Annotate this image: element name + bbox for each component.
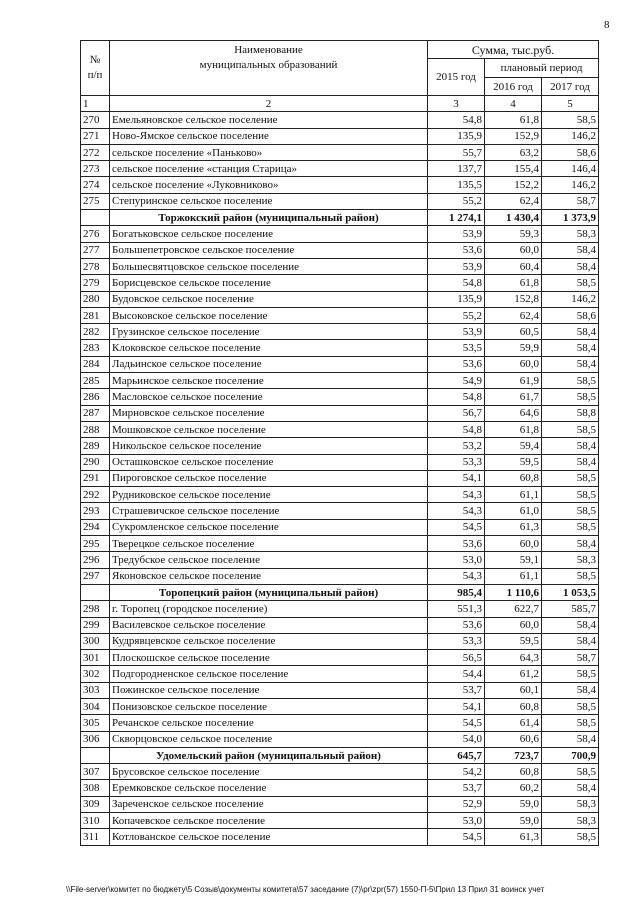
amount-2017: 58,4	[542, 454, 599, 470]
municipality-name: Мирновское сельское поселение	[110, 405, 428, 421]
amount-2016: 61,1	[485, 487, 542, 503]
municipality-name: Марьинское сельское поселение	[110, 373, 428, 389]
table-row	[81, 389, 599, 405]
table-row	[81, 470, 599, 486]
municipality-name: Рудниковское сельское поселение	[110, 487, 428, 503]
amount-2015: 53,7	[428, 682, 485, 698]
municipality-name: Осташковское сельское поселение	[110, 454, 428, 470]
amount-2015: 54,9	[428, 373, 485, 389]
amount-2017: 585,7	[542, 601, 599, 617]
municipality-name: сельское поселение «станция Старица»	[110, 161, 428, 177]
table-row	[81, 617, 599, 633]
amount-2017: 58,5	[542, 389, 599, 405]
row-number: 307	[81, 764, 110, 780]
amount-2016: 60,0	[485, 242, 542, 258]
amount-2017: 58,4	[542, 682, 599, 698]
amount-2015: 53,6	[428, 242, 485, 258]
amount-2015: 53,7	[428, 780, 485, 796]
amount-2016: 62,4	[485, 307, 542, 323]
row-number: 310	[81, 813, 110, 829]
municipality-name: Плоскошское сельское поселение	[110, 650, 428, 666]
row-number: 301	[81, 650, 110, 666]
amount-2015: 551,3	[428, 601, 485, 617]
amount-2017: 58,3	[542, 226, 599, 242]
amount-2016: 64,3	[485, 650, 542, 666]
row-number: 281	[81, 307, 110, 323]
amount-2015: 54,8	[428, 112, 485, 128]
table-row	[81, 128, 599, 144]
row-number: 279	[81, 275, 110, 291]
municipality-name: Торопецкий район (муниципальный район)	[110, 584, 428, 600]
amount-2017: 58,5	[542, 519, 599, 535]
amount-2017: 58,6	[542, 144, 599, 160]
amount-2016: 60,0	[485, 617, 542, 633]
amount-2017: 58,8	[542, 405, 599, 421]
amount-2015: 54,0	[428, 731, 485, 747]
header-2017: 2017 год	[542, 78, 599, 96]
amount-2015: 645,7	[428, 747, 485, 763]
table-row	[81, 503, 599, 519]
municipality-name: Пироговское сельское поселение	[110, 470, 428, 486]
amount-2015: 54,8	[428, 389, 485, 405]
amount-2017: 58,5	[542, 503, 599, 519]
amount-2017: 146,2	[542, 128, 599, 144]
table-row	[81, 698, 599, 714]
amount-2017: 58,4	[542, 324, 599, 340]
amount-2017: 58,3	[542, 813, 599, 829]
amount-2016: 60,8	[485, 764, 542, 780]
municipality-name: Удомельский район (муниципальный район)	[110, 747, 428, 763]
amount-2015: 54,3	[428, 487, 485, 503]
amount-2016: 61,8	[485, 421, 542, 437]
amount-2017: 58,5	[542, 666, 599, 682]
municipality-name: Ново-Ямское сельское поселение	[110, 128, 428, 144]
amount-2016: 60,4	[485, 258, 542, 274]
municipality-name: сельское поселение «Паньково»	[110, 144, 428, 160]
table-row	[81, 487, 599, 503]
amount-2017: 58,4	[542, 731, 599, 747]
amount-2017: 58,5	[542, 715, 599, 731]
table-row	[81, 552, 599, 568]
amount-2016: 152,9	[485, 128, 542, 144]
municipality-name: Зареченское сельское поселение	[110, 796, 428, 812]
table-row	[81, 633, 599, 649]
amount-2016: 152,2	[485, 177, 542, 193]
row-number: 275	[81, 193, 110, 209]
amount-2017: 58,5	[542, 487, 599, 503]
amount-2017: 58,7	[542, 650, 599, 666]
table-row	[81, 731, 599, 747]
amount-2015: 53,3	[428, 454, 485, 470]
table-row	[81, 421, 599, 437]
amount-2015: 53,3	[428, 633, 485, 649]
amount-2016: 62,4	[485, 193, 542, 209]
amount-2016: 59,0	[485, 813, 542, 829]
table-row	[81, 650, 599, 666]
amount-2016: 61,4	[485, 715, 542, 731]
municipality-name: Василевское сельское поселение	[110, 617, 428, 633]
table-row	[81, 666, 599, 682]
amount-2015: 54,8	[428, 275, 485, 291]
table-row	[81, 324, 599, 340]
amount-2017: 58,5	[542, 112, 599, 128]
row-number: 284	[81, 356, 110, 372]
amount-2015: 56,5	[428, 650, 485, 666]
municipality-name: Большесвятцовское сельское поселение	[110, 258, 428, 274]
amount-2015: 53,2	[428, 438, 485, 454]
header-planned: плановый период	[485, 59, 599, 78]
municipality-name: Большепетровское сельское поселение	[110, 242, 428, 258]
table-row	[81, 829, 599, 845]
header-2016: 2016 год	[485, 78, 542, 96]
row-number: 288	[81, 421, 110, 437]
amount-2017: 58,5	[542, 470, 599, 486]
municipality-name: Мошковское сельское поселение	[110, 421, 428, 437]
amount-2017: 58,5	[542, 764, 599, 780]
amount-2017: 58,4	[542, 633, 599, 649]
amount-2016: 60,6	[485, 731, 542, 747]
amount-2016: 60,2	[485, 780, 542, 796]
amount-2017: 58,4	[542, 258, 599, 274]
row-number: 303	[81, 682, 110, 698]
table-row	[81, 226, 599, 242]
table-row	[81, 796, 599, 812]
amount-2016: 61,8	[485, 275, 542, 291]
municipality-name: Сукромленское сельское поселение	[110, 519, 428, 535]
municipality-name: Пожинское сельское поселение	[110, 682, 428, 698]
row-number: 297	[81, 568, 110, 584]
amount-2016: 1 110,6	[485, 584, 542, 600]
row-number: 277	[81, 242, 110, 258]
amount-2016: 60,5	[485, 324, 542, 340]
amount-2016: 64,6	[485, 405, 542, 421]
table-row	[81, 193, 599, 209]
municipality-name: Речанское сельское поселение	[110, 715, 428, 731]
table-row	[81, 144, 599, 160]
amount-2015: 985,4	[428, 584, 485, 600]
amount-2017: 58,5	[542, 568, 599, 584]
row-number: 311	[81, 829, 110, 845]
municipality-name: Степуринское сельское поселение	[110, 193, 428, 209]
amount-2016: 152,8	[485, 291, 542, 307]
row-number: 278	[81, 258, 110, 274]
amount-2017: 146,2	[542, 177, 599, 193]
row-number: 308	[81, 780, 110, 796]
amount-2015: 53,5	[428, 340, 485, 356]
amount-2015: 135,9	[428, 291, 485, 307]
table-header	[81, 41, 599, 112]
amount-2015: 53,6	[428, 617, 485, 633]
amount-2016: 622,7	[485, 601, 542, 617]
amount-2016: 59,5	[485, 633, 542, 649]
row-number: 273	[81, 161, 110, 177]
column-index-cell: 3	[428, 96, 485, 112]
table-row	[81, 405, 599, 421]
table-row	[81, 568, 599, 584]
header-num: № п/п	[81, 41, 110, 96]
amount-2016: 60,0	[485, 356, 542, 372]
amount-2016: 60,8	[485, 470, 542, 486]
budget-table	[80, 40, 599, 846]
row-number: 286	[81, 389, 110, 405]
row-number: 290	[81, 454, 110, 470]
amount-2015: 55,7	[428, 144, 485, 160]
municipality-name: Еремковское сельское поселение	[110, 780, 428, 796]
row-number: 274	[81, 177, 110, 193]
municipality-name: Будовское сельское поселение	[110, 291, 428, 307]
municipality-name: Страшевичское сельское поселение	[110, 503, 428, 519]
municipality-name: Котлованское сельское поселение	[110, 829, 428, 845]
row-number	[81, 210, 110, 226]
amount-2016: 61,7	[485, 389, 542, 405]
amount-2016: 59,9	[485, 340, 542, 356]
amount-2015: 52,9	[428, 796, 485, 812]
amount-2017: 58,5	[542, 698, 599, 714]
amount-2017: 1 373,9	[542, 210, 599, 226]
amount-2016: 61,8	[485, 112, 542, 128]
table-row	[81, 340, 599, 356]
table-row	[81, 682, 599, 698]
municipality-name: Брусовское сельское поселение	[110, 764, 428, 780]
municipality-name: Яконовское сельское поселение	[110, 568, 428, 584]
row-number: 296	[81, 552, 110, 568]
amount-2015: 53,6	[428, 356, 485, 372]
municipality-name: сельское поселение «Луковниково»	[110, 177, 428, 193]
municipality-name: Кудрявцевское сельское поселение	[110, 633, 428, 649]
row-number: 302	[81, 666, 110, 682]
amount-2015: 53,6	[428, 536, 485, 552]
amount-2015: 54,5	[428, 829, 485, 845]
municipality-name: Емельяновское сельское поселение	[110, 112, 428, 128]
row-number: 271	[81, 128, 110, 144]
amount-2016: 155,4	[485, 161, 542, 177]
row-number: 309	[81, 796, 110, 812]
header-name: Наименование муниципальных образований	[110, 41, 428, 96]
row-number: 298	[81, 601, 110, 617]
table-row	[81, 780, 599, 796]
amount-2015: 54,3	[428, 568, 485, 584]
municipality-name: Высоковское сельское поселение	[110, 307, 428, 323]
amount-2017: 58,3	[542, 796, 599, 812]
amount-2017: 146,2	[542, 291, 599, 307]
amount-2017: 58,4	[542, 617, 599, 633]
amount-2017: 58,4	[542, 242, 599, 258]
row-number: 280	[81, 291, 110, 307]
table-row	[81, 177, 599, 193]
table-row	[81, 764, 599, 780]
municipality-name: Торжокский район (муниципальный район)	[110, 210, 428, 226]
amount-2017: 146,4	[542, 161, 599, 177]
amount-2015: 54,1	[428, 698, 485, 714]
amount-2016: 61,3	[485, 829, 542, 845]
amount-2015: 53,9	[428, 324, 485, 340]
municipality-name: Борисцевское сельское поселение	[110, 275, 428, 291]
header-sum: Сумма, тыс.руб.	[428, 41, 599, 59]
row-number: 276	[81, 226, 110, 242]
municipality-name: Грузинское сельское поселение	[110, 324, 428, 340]
amount-2016: 1 430,4	[485, 210, 542, 226]
table-row	[81, 601, 599, 617]
amount-2015: 137,7	[428, 161, 485, 177]
municipality-name: Тредубское сельское поселение	[110, 552, 428, 568]
row-number: 270	[81, 112, 110, 128]
column-index-cell: 2	[110, 96, 428, 112]
row-number: 289	[81, 438, 110, 454]
table-row	[81, 291, 599, 307]
amount-2015: 1 274,1	[428, 210, 485, 226]
amount-2016: 723,7	[485, 747, 542, 763]
municipality-name: г. Торопец (городское поселение)	[110, 601, 428, 617]
table-row	[81, 112, 599, 128]
table-row	[81, 519, 599, 535]
table-row	[81, 454, 599, 470]
amount-2016: 60,1	[485, 682, 542, 698]
amount-2015: 53,9	[428, 258, 485, 274]
amount-2015: 53,9	[428, 226, 485, 242]
amount-2017: 58,3	[542, 552, 599, 568]
amount-2017: 58,5	[542, 829, 599, 845]
column-index-cell: 1	[81, 96, 110, 112]
amount-2017: 58,4	[542, 780, 599, 796]
row-number	[81, 584, 110, 600]
amount-2016: 60,0	[485, 536, 542, 552]
amount-2015: 55,2	[428, 193, 485, 209]
amount-2015: 53,0	[428, 552, 485, 568]
row-number: 304	[81, 698, 110, 714]
amount-2015: 54,5	[428, 715, 485, 731]
municipality-name: Богатьковское сельское поселение	[110, 226, 428, 242]
amount-2016: 61,0	[485, 503, 542, 519]
row-number: 272	[81, 144, 110, 160]
amount-2015: 135,9	[428, 128, 485, 144]
municipality-name: Скворцовское сельское поселение	[110, 731, 428, 747]
header-2015: 2015 год	[428, 59, 485, 96]
amount-2015: 53,0	[428, 813, 485, 829]
table-body	[81, 112, 599, 845]
amount-2015: 54,5	[428, 519, 485, 535]
amount-2016: 59,4	[485, 438, 542, 454]
amount-2017: 58,4	[542, 438, 599, 454]
row-number: 295	[81, 536, 110, 552]
row-number	[81, 747, 110, 763]
amount-2017: 58,5	[542, 275, 599, 291]
row-number: 287	[81, 405, 110, 421]
amount-2017: 58,6	[542, 307, 599, 323]
municipality-name: Клоковское сельское поселение	[110, 340, 428, 356]
table-row	[81, 307, 599, 323]
amount-2015: 135,5	[428, 177, 485, 193]
table-row	[81, 536, 599, 552]
file-path-footer: \\File-server\комитет по бюджету\5 Созыв\документы комитета\57 заседание (7)\pr\zpr(57) 1550-П-5\Прил 13 Прил 31 воинск учет	[66, 885, 545, 894]
municipality-name: Ладьинское сельское поселение	[110, 356, 428, 372]
row-number: 285	[81, 373, 110, 389]
district-total-row	[81, 584, 599, 600]
amount-2016: 59,5	[485, 454, 542, 470]
amount-2016: 61,1	[485, 568, 542, 584]
table-row	[81, 373, 599, 389]
amount-2015: 56,7	[428, 405, 485, 421]
amount-2016: 59,0	[485, 796, 542, 812]
table-row	[81, 438, 599, 454]
amount-2016: 63,2	[485, 144, 542, 160]
row-number: 299	[81, 617, 110, 633]
row-number: 306	[81, 731, 110, 747]
amount-2016: 60,8	[485, 698, 542, 714]
municipality-name: Тверецкое сельское поселение	[110, 536, 428, 552]
amount-2016: 61,2	[485, 666, 542, 682]
amount-2015: 55,2	[428, 307, 485, 323]
amount-2017: 58,4	[542, 536, 599, 552]
district-total-row	[81, 747, 599, 763]
table-row	[81, 813, 599, 829]
amount-2015: 54,2	[428, 764, 485, 780]
municipality-name: Масловское сельское поселение	[110, 389, 428, 405]
row-number: 291	[81, 470, 110, 486]
page-number: 8	[604, 19, 610, 31]
amount-2016: 61,3	[485, 519, 542, 535]
column-index-cell: 5	[542, 96, 599, 112]
municipality-name: Никольское сельское поселение	[110, 438, 428, 454]
row-number: 282	[81, 324, 110, 340]
amount-2017: 58,5	[542, 373, 599, 389]
table-row	[81, 715, 599, 731]
table-row	[81, 161, 599, 177]
amount-2015: 54,4	[428, 666, 485, 682]
table-row	[81, 258, 599, 274]
amount-2017: 58,7	[542, 193, 599, 209]
amount-2017: 58,4	[542, 356, 599, 372]
row-number: 300	[81, 633, 110, 649]
amount-2016: 61,9	[485, 373, 542, 389]
table-row	[81, 356, 599, 372]
amount-2017: 1 053,5	[542, 584, 599, 600]
amount-2017: 700,9	[542, 747, 599, 763]
row-number: 305	[81, 715, 110, 731]
amount-2015: 54,3	[428, 503, 485, 519]
amount-2017: 58,5	[542, 421, 599, 437]
table-row	[81, 242, 599, 258]
row-number: 293	[81, 503, 110, 519]
row-number: 283	[81, 340, 110, 356]
amount-2015: 54,8	[428, 421, 485, 437]
district-total-row	[81, 210, 599, 226]
amount-2016: 59,3	[485, 226, 542, 242]
municipality-name: Копачевское сельское поселение	[110, 813, 428, 829]
row-number: 294	[81, 519, 110, 535]
column-index-cell: 4	[485, 96, 542, 112]
column-index-row	[81, 96, 599, 112]
municipality-name: Подгородненское сельское поселение	[110, 666, 428, 682]
municipality-name: Понизовское сельское поселение	[110, 698, 428, 714]
amount-2015: 54,1	[428, 470, 485, 486]
row-number: 292	[81, 487, 110, 503]
amount-2016: 59,1	[485, 552, 542, 568]
table-row	[81, 275, 599, 291]
amount-2017: 58,4	[542, 340, 599, 356]
